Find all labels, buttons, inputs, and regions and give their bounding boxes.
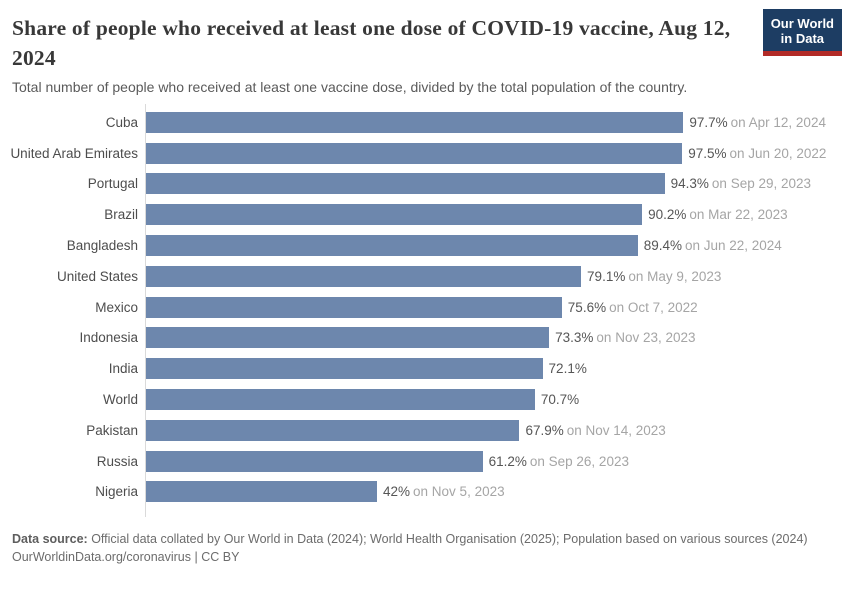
date-label: on Mar 22, 2023	[689, 207, 788, 223]
bar[interactable]	[146, 266, 581, 287]
bar-track	[146, 204, 850, 225]
bar[interactable]	[146, 204, 642, 225]
country-label: United Arab Emirates	[10, 145, 138, 161]
value-label: 67.9%	[525, 422, 564, 438]
country-label: Cuba	[105, 114, 138, 130]
value-label: 97.5%	[688, 145, 727, 161]
chart-title: Share of people who received at least one dose of COVID-19 vaccine, Aug 12, 2024	[12, 16, 731, 70]
country-label: Bangladesh	[66, 238, 138, 254]
bar[interactable]	[146, 235, 638, 256]
bar-track	[146, 481, 850, 502]
bar[interactable]	[146, 173, 665, 194]
bar[interactable]	[146, 420, 519, 441]
bar-row	[0, 230, 850, 261]
bar[interactable]	[146, 358, 543, 379]
bar-row	[0, 384, 850, 415]
chart-rows	[0, 107, 850, 507]
date-label: on May 9, 2023	[628, 268, 722, 284]
license-line[interactable]: OurWorldinData.org/coronavirus | CC BY	[12, 550, 240, 564]
value-label: 72.1%	[548, 361, 587, 377]
country-label: Nigeria	[95, 484, 138, 500]
logo-line-2: in Data	[780, 31, 825, 46]
bar[interactable]	[146, 327, 549, 348]
value-label: 79.1%	[587, 268, 626, 284]
value-label: 89.4%	[643, 238, 682, 254]
bar-row	[0, 292, 850, 323]
bar-row	[0, 261, 850, 292]
bar[interactable]	[146, 143, 682, 164]
bar-track	[146, 173, 850, 194]
date-label: on Nov 23, 2023	[596, 330, 696, 346]
country-label: World	[102, 392, 138, 408]
bar-track	[146, 358, 850, 379]
country-label: Mexico	[95, 299, 138, 315]
bar-row	[0, 169, 850, 200]
bar[interactable]	[146, 112, 683, 133]
date-label: on Jun 22, 2024	[684, 238, 782, 254]
bar-track	[146, 327, 850, 348]
bar-track	[146, 143, 850, 164]
date-label: on Nov 5, 2023	[413, 484, 505, 500]
chart-footer	[12, 530, 838, 566]
bar[interactable]	[146, 297, 562, 318]
value-label: 75.6%	[567, 299, 607, 315]
bar[interactable]	[146, 481, 377, 502]
chart-subtitle: Total number of people who received at least one vaccine dose, divided by the total population of the country.	[12, 79, 688, 95]
date-label: on Apr 12, 2024	[730, 114, 826, 130]
date-label: on Nov 14, 2023	[566, 422, 666, 438]
value-label: 94.3%	[670, 176, 709, 192]
bar[interactable]	[146, 451, 483, 472]
bar-track	[146, 297, 850, 318]
value-label: 73.3%	[555, 330, 594, 346]
title-block	[12, 13, 757, 95]
date-label: on Sep 26, 2023	[529, 453, 629, 469]
bar-track	[146, 112, 850, 133]
bar-row	[0, 199, 850, 230]
data-source-label: Data source:	[12, 532, 88, 546]
date-label: on Sep 29, 2023	[711, 176, 812, 192]
value-label: 97.7%	[689, 114, 728, 130]
bar-row	[0, 107, 850, 138]
bar-row	[0, 446, 850, 477]
bar-row	[0, 138, 850, 169]
bar-row	[0, 353, 850, 384]
bar[interactable]	[146, 389, 535, 410]
bar-row	[0, 415, 850, 446]
country-label: Portugal	[87, 176, 138, 192]
bar-track	[146, 420, 850, 441]
country-label: Indonesia	[79, 330, 138, 346]
country-label: Russia	[96, 453, 138, 469]
value-label: 42%	[383, 484, 411, 500]
bar-track	[146, 235, 850, 256]
bar-row	[0, 477, 850, 508]
value-label: 90.2%	[648, 207, 687, 223]
bar-track	[146, 451, 850, 472]
date-label: on Oct 7, 2022	[609, 299, 698, 315]
value-label: 61.2%	[488, 453, 527, 469]
data-source-line	[12, 530, 838, 548]
bar-chart	[0, 107, 850, 511]
chart-header	[0, 0, 850, 95]
date-label: on Jun 20, 2022	[729, 145, 827, 161]
country-label: Brazil	[104, 207, 138, 223]
data-source-text: Official data collated by Our World in Data (2024); World Health Organisation (2025); Population based on various sources (2024)	[87, 532, 808, 546]
value-label: 70.7%	[540, 392, 580, 408]
owid-logo[interactable]	[763, 9, 842, 56]
bar-track	[146, 266, 850, 287]
bar-row	[0, 323, 850, 354]
country-label: United States	[56, 268, 138, 284]
bar-track	[146, 389, 850, 410]
country-label: Pakistan	[86, 422, 138, 438]
country-label: India	[108, 361, 138, 377]
logo-line-1: Our World	[770, 16, 834, 31]
